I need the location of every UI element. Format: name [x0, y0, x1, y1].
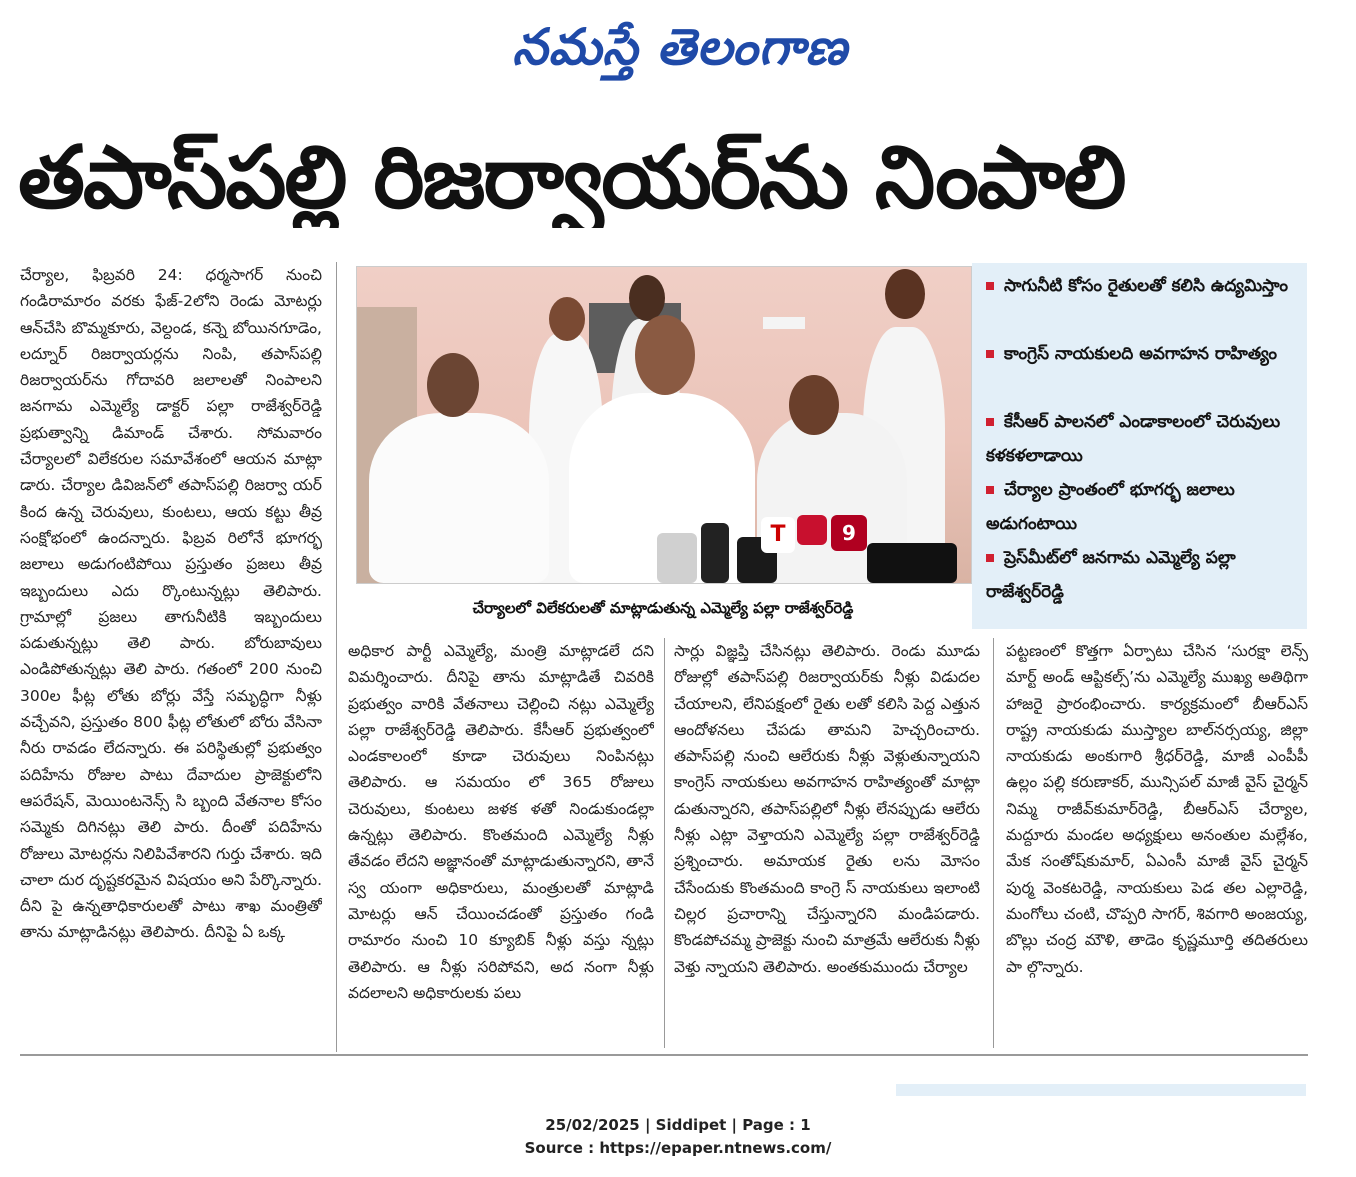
highlights-box: [972, 263, 1307, 629]
article-column-1: [20, 262, 322, 1052]
highlight-text: చేర్యాల ప్రాంతంలో భూగర్భ జలాలు అడుగంటాయి: [986, 480, 1235, 534]
highlight-text: కేసీఆర్ పాలనలో ఎండాకాలంలో చెరువులు కళకళలాడాయి: [986, 412, 1281, 466]
head: [635, 315, 695, 395]
microphone: [701, 523, 729, 583]
article-text: అధికార పార్టీ ఎమ్మెల్యే, మంత్రి మాట్లాడలే దని విమర్శించారు. దీనిపై తాను మాట్లాడితే చివరికి ప్రభుత్వం వారికి వేతనాలు చెల్లించి నట్లు ఎమ్మెల్యే పల్లా రాజేశ్వర్‌రెడ్డి తెలిపారు. కేసీఆర్ ప్రభుత్వంలో ఎండకాలంలో కూడా చెరువులు నింపినట్లు తెలిపారు. ఆ సమయం లో 365 రోజులు చెరువులు, కుంటలు జళక ళతో నిండుకుండల్లా ఉన్నట్లు తెలిపారు. కొంతమంది ఎమ్మెల్యే నీళ్లు తేవడం లేదని అజ్ఞానంతో మాట్లాడుతున్నారని, తానే స్వ యంగా అధికారులు, మంత్రులతో మాట్లాడి మోటర్లు ఆన్ చేయించడంతో ప్రస్తుతం గండి రామారం నుంచి 10 క్యూబిక్ నీళ్లు వస్తు న్నట్లు తెలిపారు. ఆ నీళ్లు సరిపోవని, అద నంగా నీళ్లు వదలాలని అధికారులకు పలు: [348, 642, 654, 1002]
head: [427, 353, 479, 417]
article-text: సార్లు విజ్ఞప్తి చేసినట్లు తెలిపారు. రెండు మూడు రోజుల్లో తపాస్‌పల్లి రిజర్వాయర్‌కు నీళ్లు విడుదల చేయాలని, లేనిపక్షంలో రైతు లతో కలిసి పెద్ద ఎత్తున ఆందోళనలు చేపడు తామని హెచ్చరించారు. తపాస్‌పల్లి నుంచి ఆలేరుకు నీళ్లు వెళ్లుతున్నాయని కాంగ్రెస్ నాయకులు అవగాహన రాహిత్యంతో మాట్లా డుతున్నారని, తపాస్‌పల్లిలో నీళ్లు లేనప్పుడు ఆలేరు నీళ్లు ఎట్లా వెళ్తాయని ఎమ్మెల్యే పల్లా రాజేశ్వర్‌రెడ్డి ప్రశ్నించారు. అమాయక రైతు లను మోసం చేసేందుకు కొంతమంది కాంగ్రె స్ నాయకులు ఇలాంటి చిల్లర ప్రచారాన్ని చేస్తున్నారని మండిపడారు. కొండపోచమ్మ ప్రాజెక్టు నుంచి మాత్రమే ఆలేరుకు నీళ్లు వెళ్తు న్నాయని తెలిపారు. అంతకుముందు చేర్యాల: [674, 642, 980, 976]
microphone: [657, 533, 697, 583]
column-divider: [664, 638, 665, 1048]
microphone-t-news: T: [761, 517, 795, 553]
microphone: [797, 515, 827, 545]
column-divider: [993, 638, 994, 1048]
article-text: చేర్యాల, ఫిబ్రవరి 24: ధర్మసాగర్ నుంచి గండిరామారం వరకు ఫేజ్‌-2లోని రెండు మోటర్లు ఆన్‌చేసి బొమ్మకూరు, వెల్దండ, కన్నె బోయినగూడెం, లద్నూర్ రిజర్వాయర్లను నింపి, తపాస్‌పల్లి రిజర్వాయర్‌ను గోదావరి జలాలతో నింపాలని జనగామ ఎమ్మెల్యే డాక్టర్ పల్లా రాజేశ్వర్‌రెడ్డి ప్రభుత్వాన్ని డిమాండ్ చేశారు. సోమవారం చేర్యాలలో విలేకరుల సమావేశంలో ఆయన మాట్లా డారు. చేర్యాల డివిజన్‌లో తపాస్‌పల్లి రిజర్వా యర్ కింద ఉన్న చెరువులు, కుంటలు, ఆయ కట్టు తీవ్ర సంక్షోభంలో ఉందన్నారు. ఫిబ్రవ రిలోనే భూగర్భ జలాలు అడుగంటిపోయి ప్రస్తుతం ప్రజలు తీవ్ర ఇబ్బందులు ఎదు ర్కొంటున్నట్లు తెలిపారు. గ్రామాల్లో ప్రజలు తాగునీటికి ఇబ్బందులు పడుతున్నట్లు తెలి పారు. బోరుబావులు ఎండిపోతున్నట్లు తెలి పారు. గతంలో 200 నుంచి 300ల ఫీట్ల లోతు బోర్లు వేస్తే సమృద్ధిగా నీళ్లు వచ్చేవని, ప్రస్తుతం 800 ఫీట్ల లోతులో బోరు వేసినా నీరు రావడం లేదన్నారు. ఈ పరిస్థితుల్లో ప్రభుత్వం పదిహేను రోజుల పాటు దేవాదుల ప్రాజెక్టులోని ఆపరేషన్, మెయింటనెన్స్ సి బ్బంది వేతనాల కోసం సమ్మెకు దిగినట్లు తెలి పారు. దీంతో పదిహేను రోజులు మోటర్లను నిలిపివేశారని గుర్తు చేశారు. ఇది చాలా దుర దృష్టకరమైన విషయం అని పేర్కొన్నారు. దీని పై ఉన్నతాధికారులతో పాటు శాఖ మంత్రితో తాను మాట్లాడినట్లు తెలిపారు. దీనిపై ఏ ఒక్క: [20, 266, 322, 942]
highlight-text: సాగునీటి కోసం రైతులతో కలిసి ఉద్యమిస్తాం: [1004, 276, 1289, 296]
headline: తపాస్‌పల్లి రిజర్వాయర్‌ను నింపాలి: [18, 128, 1125, 228]
highlight-item: [986, 541, 1296, 609]
highlight-item: [986, 473, 1296, 541]
press-meet-photo: [356, 266, 972, 584]
bullet-icon: [986, 282, 994, 290]
microphone-tv9: 9: [831, 515, 867, 551]
footer-source: Source : https://epaper.ntnews.com/: [524, 1139, 832, 1157]
highlight-item: [986, 337, 1296, 371]
head: [885, 269, 925, 319]
next-story-clipped: [20, 1074, 880, 1096]
photo-caption: చేర్యాలలో విలేకరులతో మాట్లాడుతున్న ఎమ్మెల్యే పల్లా రాజేశ్వర్‌రెడ్డి: [472, 599, 854, 617]
highlight-text: కాంగ్రెస్ నాయకులది అవగాహన రాహిత్యం: [1004, 344, 1278, 364]
highlight-text: ప్రెస్‌మీట్‌లో జనగామ ఎమ్మెల్యే పల్లా రాజేశ్వర్‌రెడ్డి: [986, 548, 1236, 602]
head: [629, 275, 665, 321]
article-text: పట్టణంలో కొత్తగా ఏర్పాటు చేసిన ‘సురక్షా లెన్స్ మార్ట్ అండ్ ఆప్టికల్స్’ను ఎమ్మెల్యే ముఖ్య అతిథిగా హాజరై ప్రారంభించారు. కార్యక్రమంలో బీఆర్‌ఎస్ రాష్ట్ర నాయకుడు ముస్త్యాల బాల్‌నర్సయ్య, జిల్లా నాయకుడు అంకుగారి శ్రీధర్‌రెడ్డి, మాజీ ఎంపీపీ ఉల్లం పల్లి కరుణాకర్, మున్సిపల్ మాజీ వైస్ చైర్మన్ నిమ్మ రాజీవ్‌కుమార్‌రెడ్డి, బీఆర్‌ఎస్ చేర్యాల, మద్దూరు మండల అధ్యక్షులు అనంతుల మల్లేశం, మేక సంతోష్‌కుమార్, ఏఎంసీ మాజీ వైస్ చైర్మన్ పుర్మ వెంకటరెడ్డి, నాయకులు పెడ తల ఎల్లారెడ్డి, మంగోలు చంటి, చొప్పరి సాగర్, శివగారి అంజయ్య, బొల్లు చంద్ర మౌళి, తాడెం కృష్ణమూర్తి తదితరులు పా ల్గొన్నారు.: [1006, 642, 1308, 976]
article-column-2: [348, 638, 654, 1048]
section-divider: [20, 1054, 1308, 1056]
bullet-icon: [986, 418, 994, 426]
head: [549, 297, 585, 341]
photo-switchboard: [763, 317, 805, 329]
bullet-icon: [986, 350, 994, 358]
footer-date-edition: 25/02/2025 | Siddipet | Page : 1: [545, 1116, 811, 1134]
head: [789, 375, 839, 435]
bullet-icon: [986, 486, 994, 494]
bullet-icon: [986, 554, 994, 562]
highlight-item: [986, 405, 1296, 473]
microphone: [867, 543, 957, 583]
seated-person-left: [369, 413, 549, 583]
next-story-highlight-clipped: [896, 1084, 1306, 1096]
column-divider: [336, 262, 337, 1052]
article-column-4: [1006, 638, 1308, 1048]
article-column-3: [674, 638, 980, 1048]
masthead-logo: నమస్తే తెలంగాణ: [512, 17, 848, 76]
highlight-item: [986, 269, 1296, 303]
